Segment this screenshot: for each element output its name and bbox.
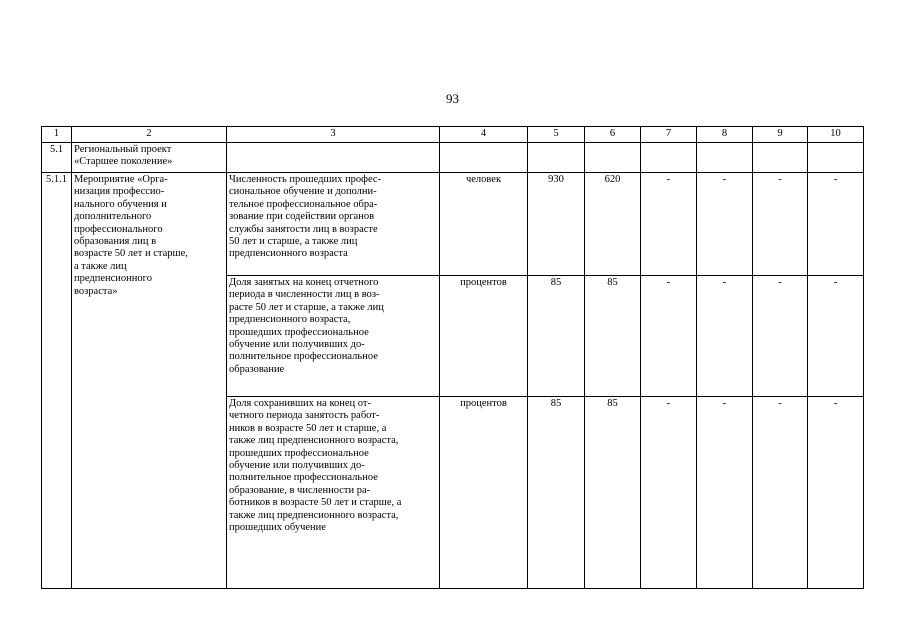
project-number: 5.1 bbox=[42, 143, 72, 173]
header-cell: 6 bbox=[585, 127, 641, 143]
indicator-value-8: - bbox=[697, 276, 753, 397]
indicator-name: Доля сохранивших на конец от- четного периода занятость работ- ников в возрасте 50 лет и старше, а также лиц предпенсионного возраста, прошедших профессиональное обучение или получивших до- полнительное профессиональное образование, в численности ра- ботников в возрасте 50 лет и старше, а также лиц предпенсионного возраста, прошедших обучение bbox=[227, 397, 440, 589]
indicator-value-9: - bbox=[753, 173, 808, 276]
indicator-value-10: - bbox=[808, 173, 864, 276]
project-row bbox=[42, 143, 864, 173]
page-number: 93 bbox=[446, 91, 459, 106]
measure-name: Мероприятие «Орга- низация профессио- нального обучения и дополнительного профессионального образования лиц в возрасте 50 лет и старше, а также лиц предпенсионного возраста» bbox=[72, 173, 227, 589]
indicator-value-9: - bbox=[753, 276, 808, 397]
empty-cell bbox=[697, 143, 753, 173]
indicator-value-5: 85 bbox=[528, 397, 585, 589]
empty-cell bbox=[808, 143, 864, 173]
indicator-value-8: - bbox=[697, 397, 753, 589]
indicator-value-8: - bbox=[697, 173, 753, 276]
empty-cell bbox=[528, 143, 585, 173]
header-cell: 2 bbox=[72, 127, 227, 143]
header-cell: 4 bbox=[440, 127, 528, 143]
empty-cell bbox=[227, 143, 440, 173]
indicator-name: Доля занятых на конец отчетного периода в численности лиц в воз- расте 50 лет и старше, а также лиц предпенсионного возраста, прошедших профессиональное обучение или получивших до- полнительное профессиональное образование bbox=[227, 276, 440, 397]
empty-cell bbox=[753, 143, 808, 173]
indicator-unit: процентов bbox=[440, 397, 528, 589]
header-cell: 3 bbox=[227, 127, 440, 143]
header-cell: 10 bbox=[808, 127, 864, 143]
indicator-value-5: 85 bbox=[528, 276, 585, 397]
header-cell: 1 bbox=[42, 127, 72, 143]
indicator-value-7: - bbox=[641, 397, 697, 589]
measure-number: 5.1.1 bbox=[42, 173, 72, 589]
indicator-value-10: - bbox=[808, 276, 864, 397]
indicator-value-7: - bbox=[641, 173, 697, 276]
indicators-table bbox=[41, 126, 864, 589]
indicator-value-6: 85 bbox=[585, 276, 641, 397]
empty-cell bbox=[585, 143, 641, 173]
project-name: Региональный проект «Старшее поколение» bbox=[72, 143, 227, 173]
table-row bbox=[42, 173, 864, 276]
header-cell: 9 bbox=[753, 127, 808, 143]
indicator-value-9: - bbox=[753, 397, 808, 589]
indicator-unit: процентов bbox=[440, 276, 528, 397]
indicator-unit: человек bbox=[440, 173, 528, 276]
header-cell: 5 bbox=[528, 127, 585, 143]
table-header-row bbox=[42, 127, 864, 143]
indicator-value-7: - bbox=[641, 276, 697, 397]
header-cell: 7 bbox=[641, 127, 697, 143]
empty-cell bbox=[440, 143, 528, 173]
indicator-value-6: 85 bbox=[585, 397, 641, 589]
indicator-value-5: 930 bbox=[528, 173, 585, 276]
indicator-value-6: 620 bbox=[585, 173, 641, 276]
header-cell: 8 bbox=[697, 127, 753, 143]
empty-cell bbox=[641, 143, 697, 173]
indicator-value-10: - bbox=[808, 397, 864, 589]
indicator-name: Численность прошедших профес- сиональное обучение и дополни- тельное профессиональное обра- зование при содействии органов службы занятости лиц в возрасте 50 лет и старше, а также лиц предпенсионного возраста bbox=[227, 173, 440, 276]
